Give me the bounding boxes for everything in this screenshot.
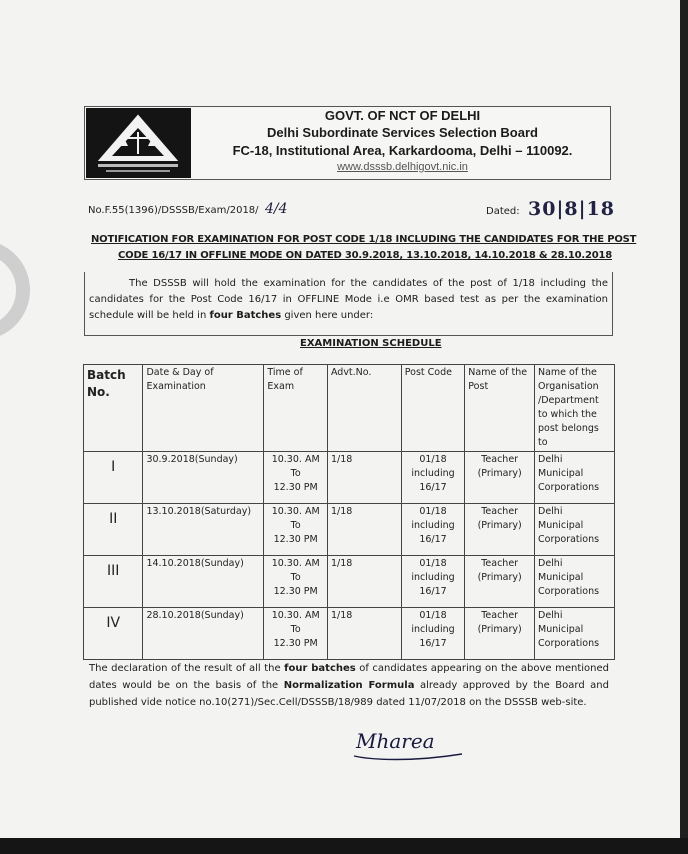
advt-cell: 1/18	[327, 608, 401, 660]
post-code-cell: 01/18 including 16/17	[401, 556, 465, 608]
board-address: FC-18, Institutional Area, Karkardooma, Delhi – 110092.	[232, 143, 573, 158]
website-link[interactable]: www.dsssb.delhigovt.nic.in	[337, 161, 468, 173]
photo-edge-bottom	[0, 838, 688, 854]
photo-edge-right	[680, 0, 688, 854]
advt-cell: 1/18	[327, 556, 401, 608]
decl-text: The declaration of the result of all the	[89, 663, 285, 674]
time-cell: 10.30. AM To 12.30 PM	[264, 452, 328, 504]
header-post-name: Name of the Post	[465, 365, 535, 452]
table-row	[84, 556, 615, 608]
letterhead	[84, 106, 611, 180]
organisation-cell: Delhi Municipal Corporations	[535, 452, 615, 504]
date-cell: 28.10.2018(Sunday)	[143, 608, 264, 660]
header-batch: Batch No.	[84, 365, 143, 452]
handwritten-reference: 4/4	[265, 201, 288, 217]
header-organisation: Name of the Organisation /Department to which the post belongs to	[535, 365, 615, 452]
post-name-cell: Teacher (Primary)	[465, 608, 535, 660]
batch-cell: III	[84, 556, 143, 608]
dsssb-logo	[86, 108, 191, 178]
post-name-cell: Teacher (Primary)	[465, 504, 535, 556]
declaration-paragraph	[89, 660, 609, 711]
decl-text: of candidates appearing on the above mentioned dates would be on the basis of the	[89, 663, 609, 691]
post-code-cell: 01/18 including 16/17	[401, 608, 465, 660]
organisation-cell: Delhi Municipal Corporations	[535, 556, 615, 608]
notification-title-line1: NOTIFICATION FOR EXAMINATION FOR POST CODE 1/18 INCLUDING THE CANDIDATES FOR THE POST	[91, 234, 637, 245]
decl-bold: Normalization Formula	[283, 680, 415, 691]
examination-schedule-table	[83, 364, 615, 660]
organisation-cell: Delhi Municipal Corporations	[535, 608, 615, 660]
reference-number: No.F.55(1396)/DSSSB/Exam/2018/	[88, 205, 259, 216]
date-cell: 30.9.2018(Sunday)	[143, 452, 264, 504]
batch-cell: IV	[84, 608, 143, 660]
intro-paragraph	[84, 272, 613, 336]
schedule-title: EXAMINATION SCHEDULE	[300, 338, 442, 349]
post-code-cell: 01/18 including 16/17	[401, 452, 465, 504]
govt-line: GOVT. OF NCT OF DELHI	[324, 108, 481, 123]
time-cell: 10.30. AM To 12.30 PM	[264, 504, 328, 556]
advt-cell: 1/18	[327, 504, 401, 556]
post-name-cell: Teacher (Primary)	[465, 452, 535, 504]
decl-bold: four batches	[284, 663, 356, 674]
decl-text: already approved by the Board and published vide notice no.10(271)/Sec.Cell/DSSSB/18/989 dated 11/07/2018 on the DSSSB web-site.	[89, 680, 609, 708]
intro-text: The DSSSB will hold the examination for the candidates of the post of 1/18 including the candidates for the Post Code 16/17 in OFFLINE Mode i.e OMR based test as per the examination schedule will be held in	[89, 278, 608, 321]
post-code-cell: 01/18 including 16/17	[401, 504, 465, 556]
date-cell: 14.10.2018(Sunday)	[143, 556, 264, 608]
board-name: Delhi Subordinate Services Selection Board	[267, 125, 538, 140]
date-cell: 13.10.2018(Saturday)	[143, 504, 264, 556]
table-row	[84, 608, 615, 660]
intro-bold: four Batches	[209, 310, 282, 321]
signature: Mharea	[356, 729, 435, 753]
table-header-row	[84, 365, 615, 452]
time-cell: 10.30. AM To 12.30 PM	[264, 556, 328, 608]
header-advt: Advt.No.	[327, 365, 401, 452]
handwritten-date: 30|8|18	[528, 198, 615, 220]
intro-text-end: given here under:	[281, 310, 374, 321]
header-post-code: Post Code	[401, 365, 465, 452]
time-cell: 10.30. AM To 12.30 PM	[264, 608, 328, 660]
batch-cell: II	[84, 504, 143, 556]
table-row	[84, 504, 615, 556]
batch-cell: I	[84, 452, 143, 504]
notification-title-line2: CODE 16/17 IN OFFLINE MODE ON DATED 30.9.2018, 13.10.2018, 14.10.2018 & 28.10.2018	[118, 250, 612, 261]
table-row	[84, 452, 615, 504]
advt-cell: 1/18	[327, 452, 401, 504]
dated-label: Dated:	[486, 206, 520, 217]
post-name-cell: Teacher (Primary)	[465, 556, 535, 608]
header-time: Time of Exam	[264, 365, 328, 452]
shadow-arc	[0, 240, 30, 340]
header-date: Date & Day of Examination	[143, 365, 264, 452]
organisation-cell: Delhi Municipal Corporations	[535, 504, 615, 556]
